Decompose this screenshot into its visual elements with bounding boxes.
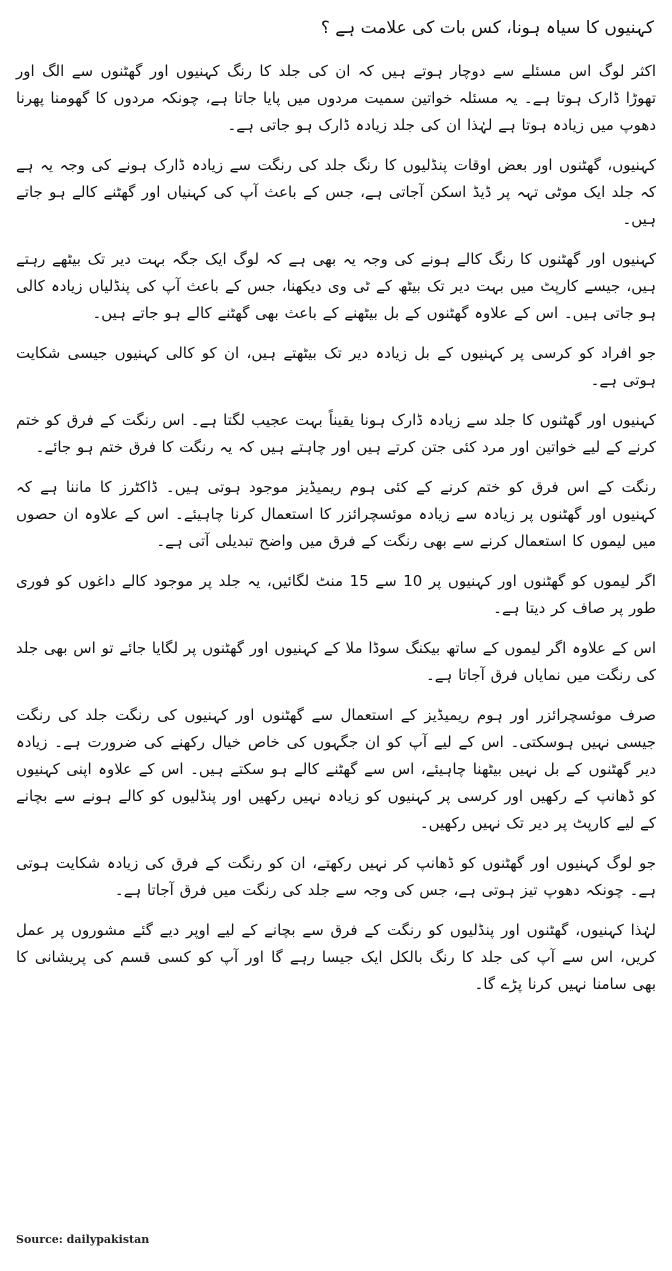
source-credit: Source: dailypakistan [16, 1233, 150, 1246]
article-title: کہنیوں کا سیاہ ہونا، کس بات کی علامت ہے ؟ [320, 18, 654, 38]
article-paragraph: صرف موئسچرائزر اور ہوم ریمیڈیز کے استعمال سے گھٹنوں اور کہنیوں کی رنگت جلد کی رنگت جیسی نہیں ہوسکتی۔ اس کے لیے آپ کو ان جگہوں کی خاص خیال رکھنے کی ضرورت ہے۔ زیادہ دیر گھٹنوں کے بل نہیں بیٹھنا چاہیئے، اس سے گھٹنے کالے ہو سکتے ہیں۔ اس کے علاوہ اپنی کہنیوں کو ڈھانپ کے رکھیں اور کرسی پر کہنیوں کو زیادہ نہیں رکھیں اور پنڈلیوں کو کالے ہونے سے بچانے کے لیے کارپٹ پر دیر تک نہیں رکھیں۔ [16, 706, 656, 832]
article-paragraph: رنگت کے اس فرق کو ختم کرنے کے کئی ہوم ریمیڈیز موجود ہوتی ہیں۔ ڈاکٹرز کا ماننا ہے کہ کہنیوں اور گھٹنوں پر زیادہ سے زیادہ موئسچرائزر کا استعمال کرنا چاہیئے۔ اس کے علاوہ ان حصوں میں لیموں کا استعمال کرنے سے بھی رنگت کے فرق میں واضح تبدیلی آتی ہے۔ [16, 478, 656, 550]
article-paragraph: جو لوگ کہنیوں اور گھٹنوں کو ڈھانپ کر نہیں رکھتے، ان کو رنگت کے فرق کی زیادہ شکایت ہوتی ہے۔ چونکہ دھوپ تیز ہوتی ہے، جس کی وجہ سے جلد کی رنگت میں فرق آجاتا ہے۔ [16, 854, 656, 899]
article-paragraph: جو افراد کو کرسی پر کہنیوں کے بل زیادہ دیر تک بیٹھتے ہیں، ان کو کالی کہنیوں جیسی شکایت ہوتی ہے۔ [16, 344, 656, 389]
article-paragraph: لہٰذا کہنیوں، گھٹنوں اور پنڈلیوں کو رنگت کے فرق سے بچانے کے لیے اوپر دیے گئے مشوروں پر عمل کریں، اس سے آپ کی جلد کا رنگ بالکل ایک جیسا رہے گا اور آپ کو کسی قسم کی پریشانی کا بھی سامنا نہیں کرنا پڑے گا۔ [16, 921, 656, 993]
article-paragraph: اس کے علاوہ اگر لیموں کے ساتھ بیکنگ سوڈا ملا کے کہنیوں اور گھٹنوں پر لگایا جائے تو اس بھی جلد کی رنگت میں نمایاں فرق آجاتا ہے۔ [16, 639, 656, 684]
article-paragraph: اکثر لوگ اس مسئلے سے دوچار ہوتے ہیں کہ ان کی جلد کا رنگ کہنیوں اور گھٹنوں سے الگ اور تھوڑا ڈارک ہوتا ہے۔ یہ مسئلہ خواتین سمیت مردوں میں پایا جاتا ہے، چونکہ مردوں کا گھومنا پھرنا دھوپ میں زیادہ ہوتا ہے لہٰذا ان کی جلد زیادہ ڈارک ہو جاتی ہے۔ [16, 62, 656, 134]
article-paragraph: کہنیوں اور گھٹنوں کا جلد سے زیادہ ڈارک ہونا یقیناً بہت عجیب لگتا ہے۔ اس رنگت کے فرق کو ختم کرنے کے لیے خواتین اور مرد کئی جتن کرتے ہیں اور چاہتے ہیں کہ یہ رنگت کا فرق ختم ہو جائے۔ [16, 411, 656, 456]
article-paragraph: کہنیوں اور گھٹنوں کا رنگ کالے ہونے کی وجہ یہ بھی ہے کہ لوگ ایک جگہ بہت دیر تک بیٹھے رہتے ہیں، جیسے کارپٹ میں بہت دیر تک بیٹھ کے ٹی وی دیکھنا، جس کے باعث آپ کی پنڈلیاں زیادہ کالی ہو جاتی ہیں۔ اس کے علاوہ گھٹنوں کے بل بیٹھنے کے باعث بھی گھٹنے کالے ہو جاتے ہیں۔ [16, 250, 656, 322]
article-paragraph: اگر لیموں کو گھٹنوں اور کہنیوں پر 10 سے 15 منٹ لگائیں، یہ جلد پر موجود کالے داغوں کو فوری طور پر صاف کر دیتا ہے۔ [16, 572, 656, 617]
article-paragraph: کہنیوں، گھٹنوں اور بعض اوقات پنڈلیوں کا رنگ جلد کی رنگت سے زیادہ ڈارک ہونے کی وجہ یہ ہے کہ جلد ایک موٹی تہہ پر ڈیڈ اسکن آجاتی ہے، جس کے باعث آپ کی کہنیاں اور گھٹنے کالے ہو جاتے ہیں۔ [16, 156, 656, 228]
